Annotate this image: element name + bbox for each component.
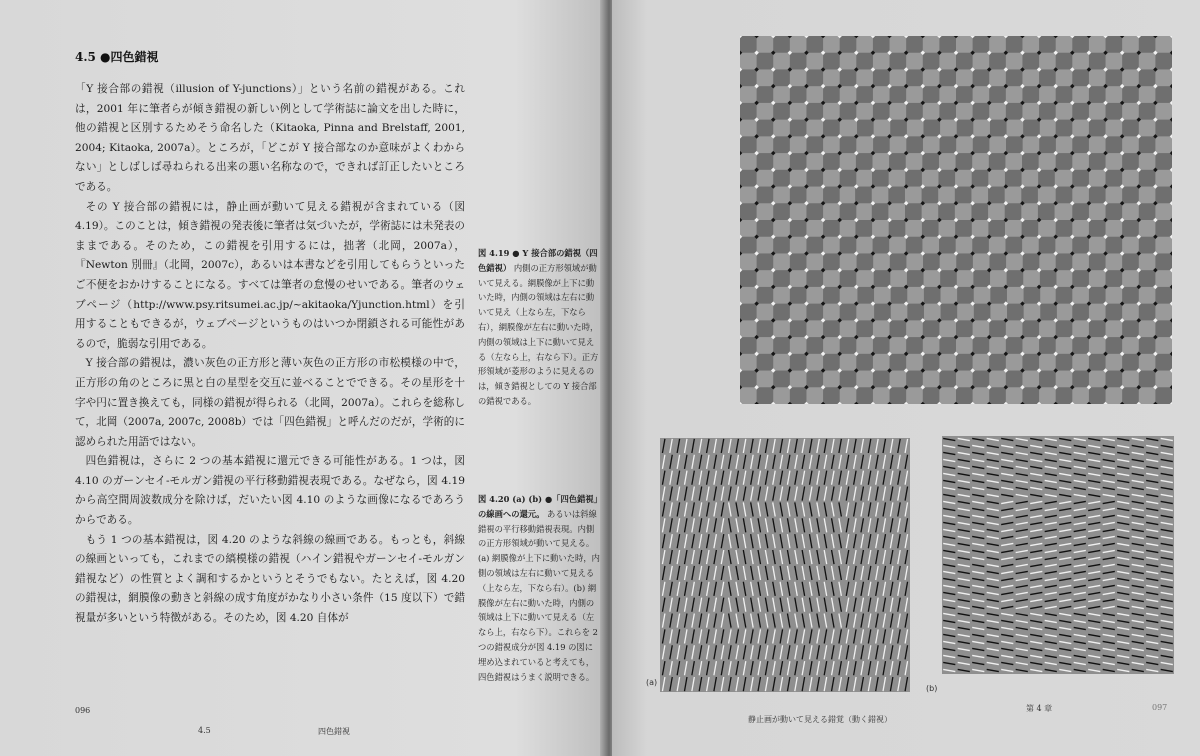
figure-label-b: (b) — [926, 684, 938, 693]
paragraph: Y 接合部の錯視は，濃い灰色の正方形と薄い灰色の正方形の市松模様の中で，正方形の角のところに黒と白の星型を交互に並べることでできる。その星形を十字や円に置き換えても，同様の錯視が得られる（北岡，2007a）。これらを総称して，北岡（2007a, 2007c, 2008b）では「四色錯視」と呼んだのだが，学術的に認められた用語ではない。 — [75, 357, 465, 448]
caption-text: 内側の正方形領域が動いて見える。網膜像が上下に動いた時，内側の領域は左右に動いて見え（上なら左，下なら右），網膜像が左右に動いた時，内側の領域は上下に動いて見える（左なら上，右なら下）。正方形領域が菱形のように見えるのは，傾き錯視としての Y 接合部の錯視である。 — [478, 262, 599, 406]
page-number: 096 — [75, 706, 91, 715]
figure-419-checkerboard-illusion — [740, 36, 1172, 404]
running-title: 四色錯視 — [318, 727, 350, 736]
body-text — [75, 80, 465, 629]
footer-section: 4.5 — [198, 726, 211, 735]
caption-title: 図 4.20 (a) (b) ●「四色錯視」の線画への還元。 — [478, 494, 598, 519]
section-title: 4.5 ●四色錯視 — [75, 50, 159, 64]
caption-text: あるいは斜線錯視の平行移動錯視表現。内側の正方形領域が動いて見える。(a) 網膜像が上下に動いた時，内側の領域は左右に動いて見える（上なら左，下なら右）。(b) 網膜像が左右に動いた時，内側の領域は上下に動いて見える（左なら上，右なら下）。これらを 2 つの錯視成分が図 4.19 の図に埋め込まれていると考えても，四色錯視はうまく説明できる。 — [478, 508, 600, 682]
figure-420a-line-illusion — [660, 438, 910, 692]
figure-label-a: (a) — [646, 678, 658, 687]
paragraph: もう 1 つの基本錯視は，図 4.20 のような斜線の線画である。もっとも，斜線の線画といっても，これまでの縞模様の錯視（ハイン錯視やガーンセイ-モルガン錯視など）の性質とよく調和するかというとそうでもない。たとえば，図 4.20 の錯視は，網膜像の動きと斜線の成す角度がかなり小さい条件（15 度以下）で錯視量が多いという特徴がある。そのため，図 4.20 自体が — [75, 533, 465, 625]
figure-420-caption — [478, 492, 600, 684]
running-title: 静止画が動いて見える錯覚（動く錯視） — [748, 715, 892, 724]
paragraph: 「Y 接合部の錯視（illusion of Y-junctions）」という名前の錯視がある。これは，2001 年に筆者らが傾き錯視の新しい例として学術誌に論文を出した時に，他の錯視と区別するためそう命名した（Kitaoka, Pinna and Brelstaff, 2001, 2004; Kitaoka, 2007a）。ところが，「どこが Y 接合部なのか意味がよくわからない」としばしば尋ねられる出来の悪い名称なので，できれば訂正したいところである。 — [75, 83, 465, 193]
figure-420b-line-illusion — [942, 436, 1174, 674]
caption-title: 図 4.19 ● Y 接合部の錯視（四色錯視） — [478, 248, 598, 273]
paragraph: 四色錯視は，さらに 2 つの基本錯視に還元できる可能性がある。1 つは，図 4.10 のガーンセイ-モルガン錯視の平行移動錯視表現である。なぜなら，図 4.19 から高空間周波数成分を除けば，だいたい図 4.10 のような画像になるであろうからである。 — [75, 455, 465, 527]
paragraph: その Y 接合部の錯視には，静止画が動いて見える錯視が含まれている（図 4.19）。このことは，傾き錯視の発表後に筆者は気づいたが，学術誌には未発表のままである。そのため，この錯視を引用するには，拙著（北岡，2007a），『Newton 別冊』（北岡，2007c），あるいは本書などを引用してもらうといったご不便をおかけすることになる。すべては筆者の怠慢のせいである。筆者のウェブページ（http://www.psy.ritsumei.ac.jp/~akitaoka/Yjunction.html）を引用することもできるが，ウェブページというものはいつか閉鎖される可能性があるので，脆弱な引用である。 — [75, 200, 465, 350]
figure-419-caption — [478, 246, 600, 409]
page-number: 097 — [1152, 703, 1168, 712]
chapter-label: 第 4 章 — [1026, 704, 1053, 713]
